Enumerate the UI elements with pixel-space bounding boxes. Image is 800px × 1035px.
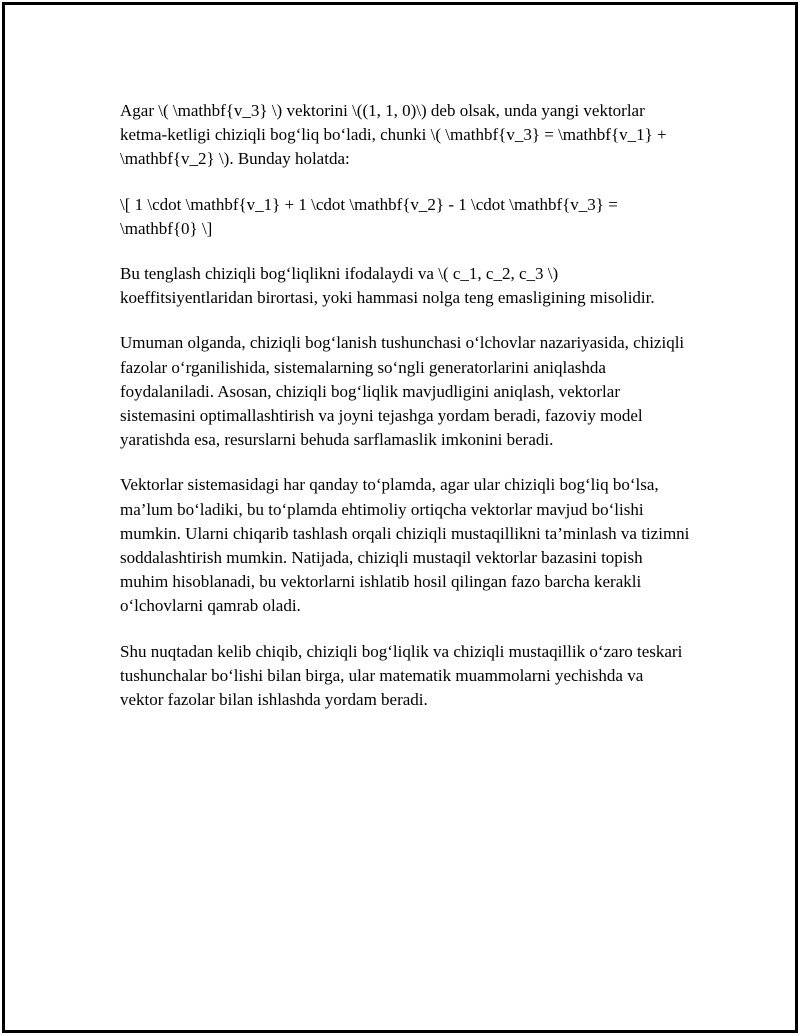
document-page xyxy=(2,2,798,1033)
paragraph-explanation: Bu tenglash chiziqli bog‘liqlikni ifodalaydi va \( c_1, c_2, c_3 \) koeffitsiyentlaridan birortasi, yoki hammasi nolga teng emasligining misolidir. xyxy=(120,264,655,308)
document-body xyxy=(120,99,690,733)
paragraph-general: Umuman olganda, chiziqli bog‘lanish tushunchasi o‘lchovlar nazariyasida, chiziqli fazolar o‘rganilishida, sistemalarning so‘ngli generatorlarini aniqlashda foydalaniladi. Asosan, chiziqli bog‘liqlik mavjudligini aniqlash, vektorlar sistemasini optimallashtirish va joyni tejashga yordam beradi, fazoviy model yaratishda esa, resurslarni behuda sarflamaslik imkonini beradi. xyxy=(120,333,685,450)
paragraph-conclusion: Shu nuqtadan kelib chiqib, chiziqli bog‘liqlik va chiziqli mustaqillik o‘zaro teskari tushunchalar bo‘lishi bilan birga, ular matematik muammolarni yechishda va vektor fazolar bilan ishlashda yordam beradi. xyxy=(120,641,683,710)
paragraph-vector-example: Agar \( \mathbf{v_3} \) vektorini \((1, 1, 0)\) deb olsak, unda yangi vektorlar ketma-ketligi chiziqli bog‘liq bo‘ladi, chunki \( \mathbf{v_3} = \mathbf{v_1} + \mathbf{v_2} \). Bunday holatda: xyxy=(120,101,667,169)
paragraph-equation: \[ 1 \cdot \mathbf{v_1} + 1 \cdot \mathbf{v_2} - 1 \cdot \mathbf{v_3} = \mathbf{0} \] xyxy=(120,194,618,238)
paragraph-systems: Vektorlar sistemasidagi har qanday to‘plamda, agar ular chiziqli bog‘liq bo‘lsa, ma’lum bo‘ladiki, bu to‘plamda ehtimoliy ortiqcha vektorlar mavjud bo‘lishi mumkin. Ularni chiqarib tashlash orqali chiziqli mustaqillikni ta’minlash va tizimni soddalashtirish mumkin. Natijada, chiziqli mustaqil vektorlar bazasini topish muhim hisoblanadi, bu vektorlarni ishlatib hosil qilingan fazo barcha kerakli o‘lchovlarni qamrab oladi. xyxy=(120,475,690,616)
